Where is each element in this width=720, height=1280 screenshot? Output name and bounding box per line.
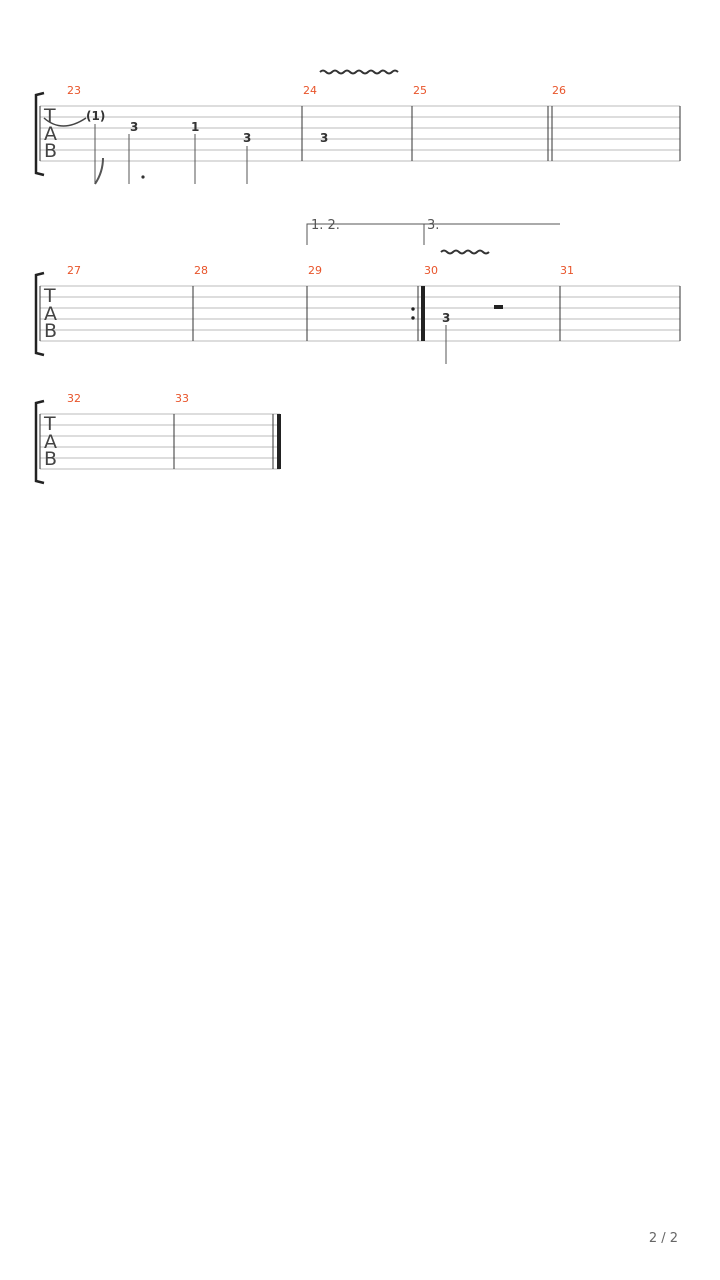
measure-number: 33 <box>175 392 189 405</box>
fret-number: (1) <box>86 109 106 123</box>
measure-number: 24 <box>303 84 317 97</box>
half-rest <box>494 305 503 309</box>
tab-clef-t: T <box>44 285 56 307</box>
page-number: 2 / 2 <box>648 1231 678 1246</box>
rhythm-dot <box>141 175 144 178</box>
repeat-end-barline <box>421 286 425 341</box>
measure-number: 30 <box>424 264 438 277</box>
vibrato-mark <box>320 71 398 74</box>
system-2 <box>36 218 680 364</box>
note-flag <box>95 158 103 184</box>
tab-staff <box>40 414 280 469</box>
measure-number: 27 <box>67 264 81 277</box>
fret-number: 3 <box>442 311 451 325</box>
repeat-dot <box>411 307 414 310</box>
tab-clef-a: A <box>44 303 57 325</box>
measure-number: 25 <box>413 84 427 97</box>
tab-clef-t: T <box>44 413 56 435</box>
system-3 <box>36 392 281 483</box>
tab-clef-t: T <box>44 105 56 127</box>
volta-bracket <box>424 224 560 245</box>
tab-clef-b: B <box>44 320 58 342</box>
measure-number: 31 <box>560 264 574 277</box>
measure-number: 26 <box>552 84 566 97</box>
fret-number: 3 <box>130 120 139 134</box>
measure-number: 29 <box>308 264 322 277</box>
measure-number: 32 <box>67 392 81 405</box>
measure-number: 23 <box>67 84 81 97</box>
tab-clef-a: A <box>44 123 57 145</box>
volta-label: 3. <box>427 218 440 233</box>
fret-number: 1 <box>191 120 200 134</box>
system-1 <box>36 71 680 185</box>
tab-clef-b: B <box>44 448 58 470</box>
vibrato-mark <box>441 251 489 254</box>
measure-number: 28 <box>194 264 208 277</box>
tab-clef-a: A <box>44 431 57 453</box>
fret-number: 3 <box>320 131 329 145</box>
tab-staff <box>40 286 680 341</box>
tab-clef-b: B <box>44 140 58 162</box>
final-barline <box>277 414 281 469</box>
fret-number: 3 <box>243 131 252 145</box>
repeat-dot <box>411 316 414 319</box>
volta-label: 1. 2. <box>311 218 340 233</box>
